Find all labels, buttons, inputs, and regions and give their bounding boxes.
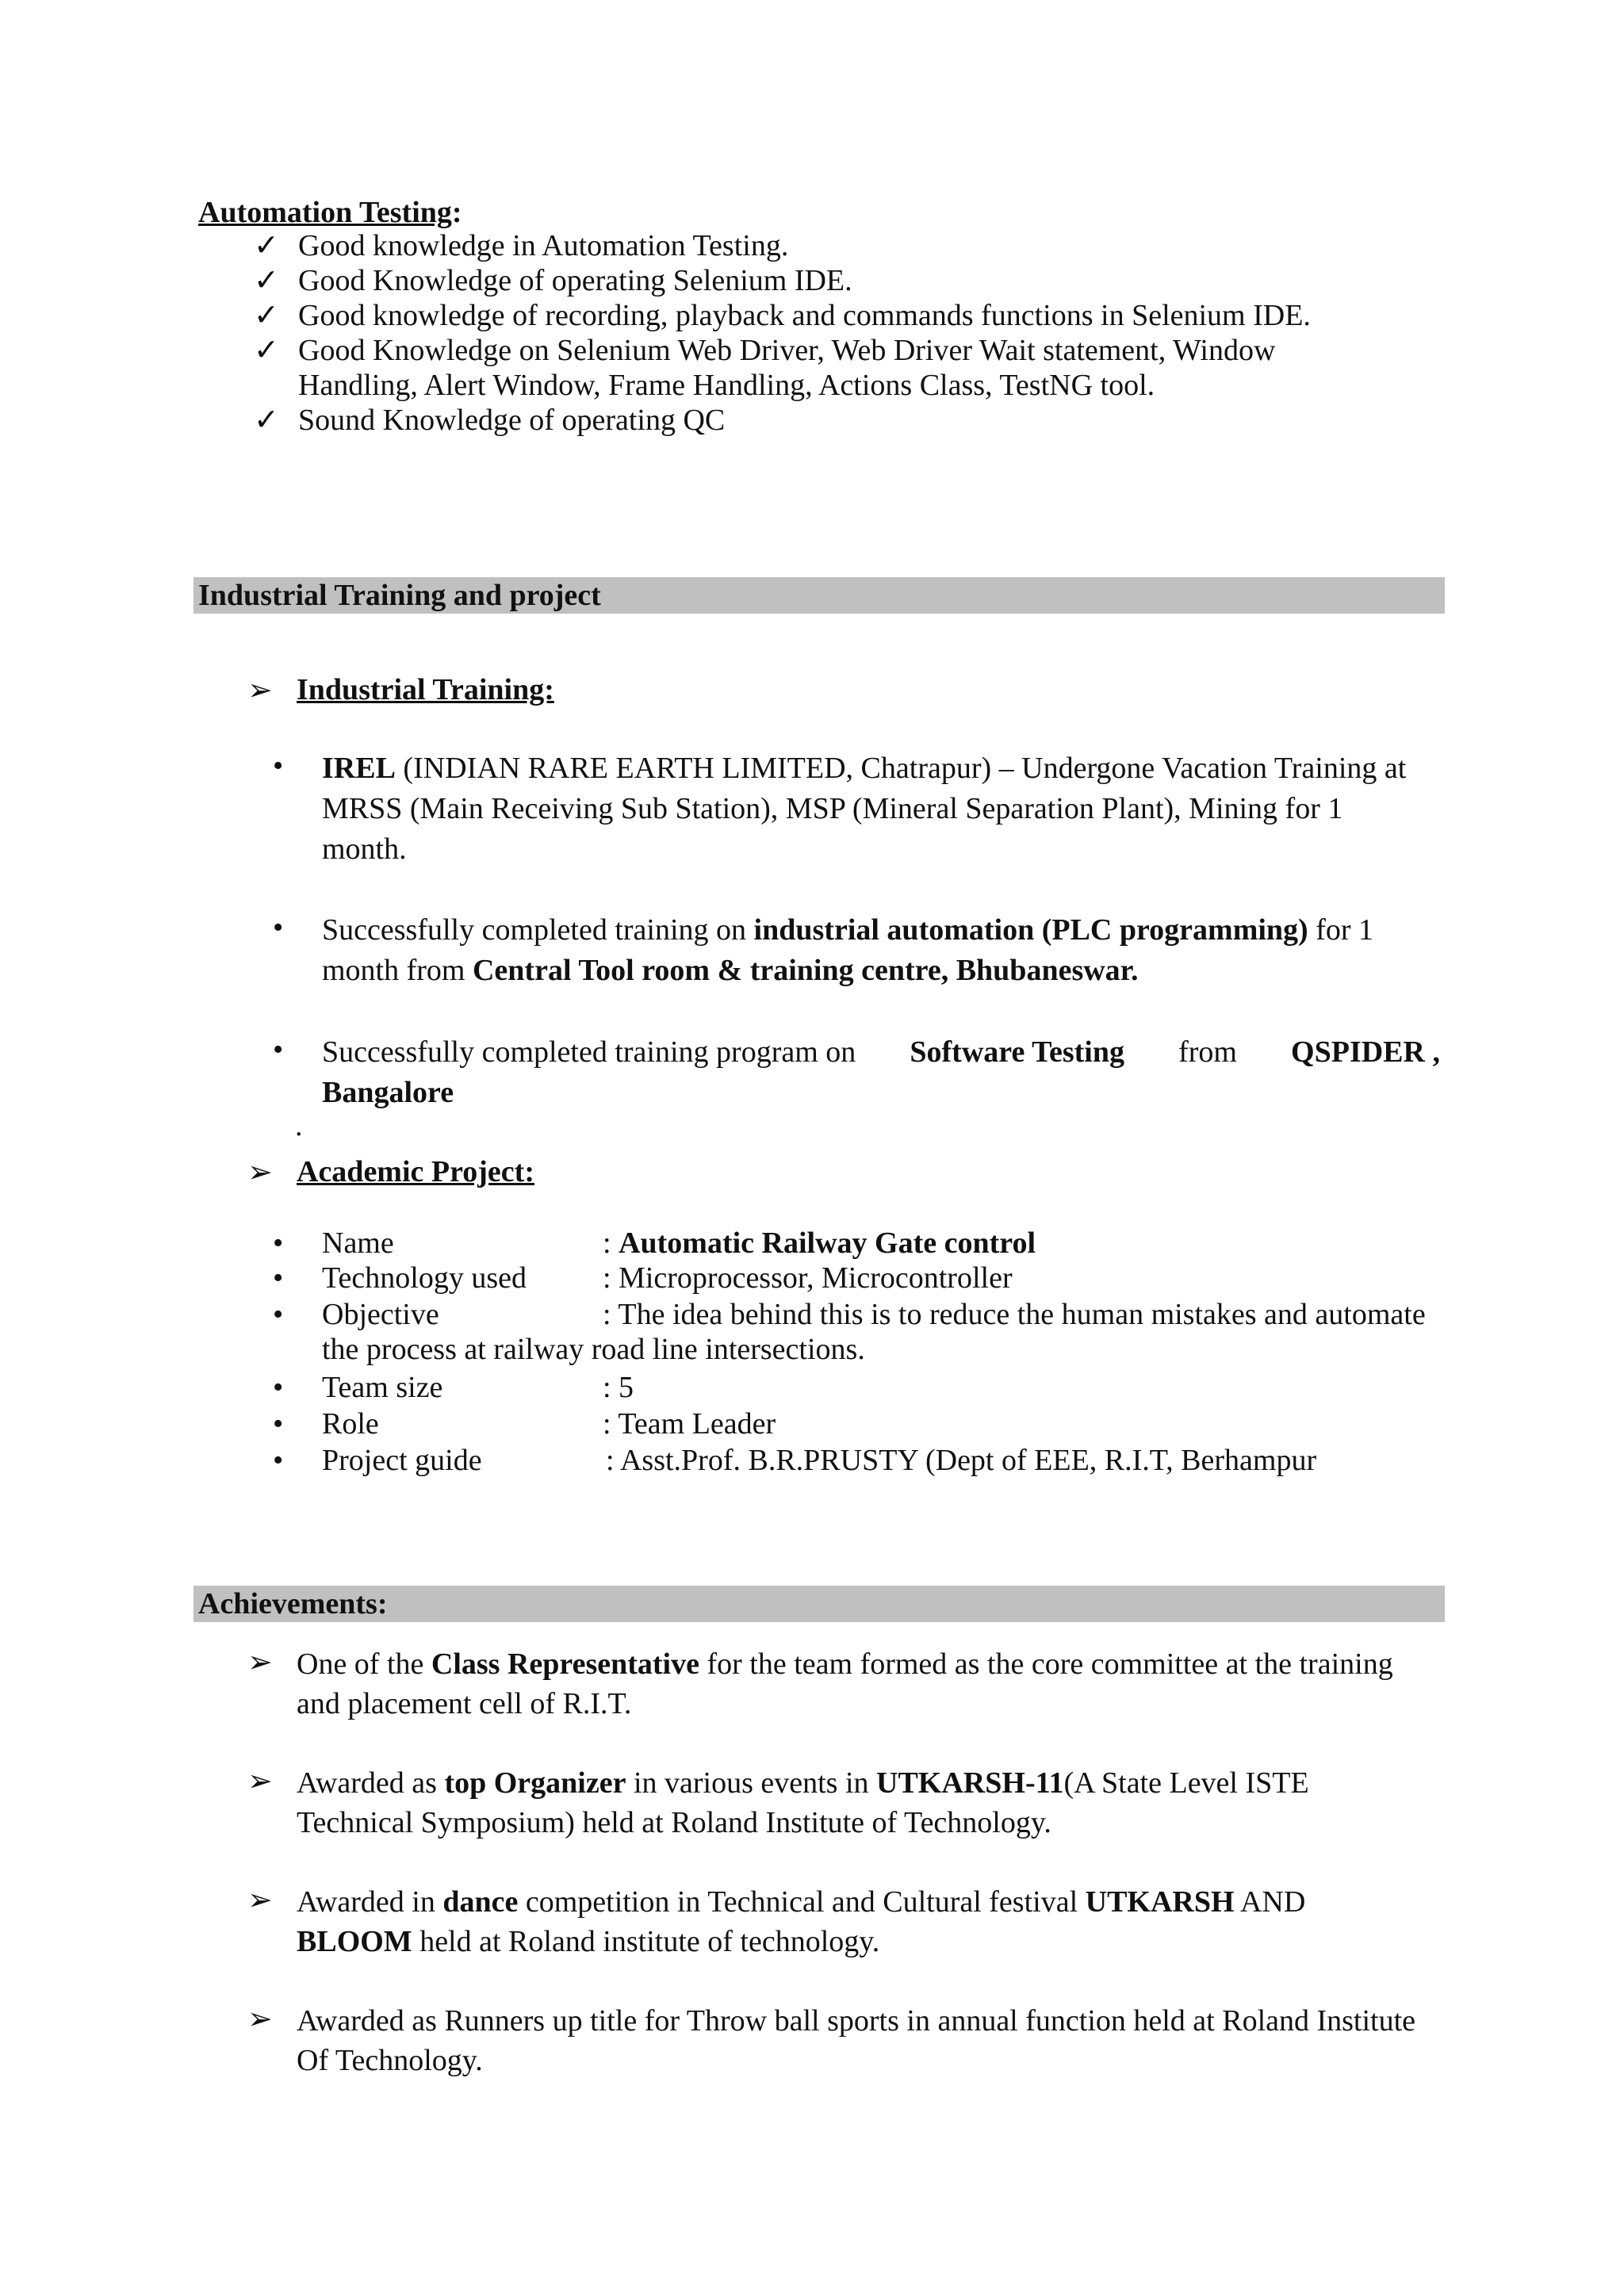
bullet-icon: • [273, 749, 284, 783]
qspider-bold-2: QSPIDER , [1291, 1035, 1440, 1069]
automation-item-text: Good knowledge of recording, playback and commands functions in Selenium IDE. [298, 299, 1311, 332]
plc-text: Successfully completed training on [322, 913, 754, 947]
arrow-bullet-icon: ➢ [247, 1884, 273, 1917]
section-title: Industrial Training and project [198, 579, 601, 612]
plc-bold-2: Central Tool room & training centre, Bhubaneswar. [472, 954, 1139, 987]
arrow-bullet-icon: ➢ [247, 1646, 273, 1679]
achievement-bold: Class Representative [431, 1647, 699, 1681]
achievement-bold: top Organizer [444, 1766, 626, 1800]
achievement-text-3: AND [1234, 1885, 1306, 1919]
automation-item-text: Good Knowledge on Selenium Web Driver, Web Driver Wait statement, Window [298, 334, 1276, 367]
training-item-plc [322, 910, 1440, 991]
arrow-bullet-icon: ➢ [247, 1156, 273, 1189]
arrow-bullet-icon: ➢ [247, 674, 273, 707]
project-role-value: : Team Leader [603, 1407, 776, 1441]
arrow-bullet-icon: ➢ [247, 1765, 273, 1798]
project-name-label: Name [322, 1226, 394, 1260]
achievement-bold: dance [442, 1885, 519, 1919]
irel-line3: month. [322, 832, 407, 866]
achievement-bold-3: BLOOM [297, 1925, 412, 1958]
automation-item [254, 298, 1472, 333]
project-team-label: Team size [322, 1371, 443, 1404]
project-name-value [603, 1226, 1036, 1261]
bullet-icon: • [273, 1226, 284, 1260]
arrow-bullet-icon: ➢ [247, 2003, 273, 2036]
automation-item-text-cont: Handling, Alert Window, Frame Handling, Actions Class, TestNG tool. [298, 369, 1155, 402]
automation-heading-colon: : [451, 196, 462, 229]
project-guide-label: Project guide [322, 1444, 482, 1477]
automation-heading-text: Automation Testing [198, 196, 452, 229]
section-achievements [193, 1586, 1445, 1622]
checkmark-icon: ✓ [254, 229, 279, 262]
achievement-text-2: for the team formed as the core committee at the training [699, 1647, 1393, 1681]
project-tech-label: Technology used [322, 1261, 527, 1295]
achievement-text-4: held at Roland institute of technology. [412, 1925, 880, 1958]
achievement-text: One of the [297, 1647, 431, 1681]
automation-heading [198, 195, 462, 230]
checkmark-icon: ✓ [254, 299, 279, 332]
bullet-icon: • [273, 1033, 284, 1066]
qspider-text: Successfully completed training program on [322, 1035, 856, 1069]
qspider-bold: Software Testing [910, 1035, 1124, 1069]
achievement-text-2: in various events in [626, 1766, 877, 1800]
bullet-icon: • [273, 1298, 284, 1331]
qspider-bold-3: Bangalore [322, 1076, 454, 1109]
automation-item-text: Good Knowledge of operating Selenium IDE. [298, 264, 852, 297]
project-name-bold: Automatic Railway Gate control [619, 1226, 1036, 1260]
automation-item [254, 263, 1472, 298]
achievement-item [297, 2001, 1462, 2080]
achievement-text: Awarded as [297, 1766, 445, 1800]
project-guide-value: : Asst.Prof. B.R.PRUSTY (Dept of EEE, R.I.T, Berhampur [606, 1444, 1317, 1477]
bullet-icon: • [273, 1261, 284, 1295]
achievement-text: Awarded in [297, 1885, 443, 1919]
automation-item [254, 228, 1472, 263]
project-tech-value: : Microprocessor, Microcontroller [603, 1261, 1013, 1295]
automation-item-text: Good knowledge in Automation Testing. [298, 229, 789, 262]
achievement-item [297, 1644, 1446, 1724]
plc-bold: industrial automation (PLC programming) [753, 913, 1308, 947]
project-objective-value: : The idea behind this is to reduce the human mistakes and automate [603, 1298, 1426, 1331]
automation-item [254, 403, 1472, 438]
project-objective-label: Objective [322, 1298, 439, 1331]
achievement-text-3: and placement cell of R.I.T. [297, 1687, 632, 1720]
achievement-item [297, 1763, 1446, 1843]
achievement-text-2: competition in Technical and Cultural festival [518, 1885, 1086, 1919]
checkmark-icon: ✓ [254, 404, 279, 437]
irel-bold: IREL [322, 752, 396, 785]
qspider-text-2: from [1178, 1035, 1237, 1069]
automation-item-text: Sound Knowledge of operating QC [298, 404, 726, 437]
checkmark-icon: ✓ [254, 334, 279, 367]
achievement-text: Awarded as Runners up title for Throw ball sports in annual function held at Roland Institute [297, 2004, 1416, 2038]
automation-item [254, 333, 1472, 403]
section-title: Achievements: [198, 1587, 388, 1621]
bullet-icon: • [273, 1444, 284, 1477]
achievement-text-2: Of Technology. [297, 2044, 483, 2077]
stray-dot: . [295, 1109, 303, 1142]
achievement-item [297, 1882, 1446, 1961]
project-objective-cont: the process at railway road line intersections. [322, 1333, 865, 1366]
irel-line1: (INDIAN RARE EARTH LIMITED, Chatrapur) – Undergone Vacation Training at [395, 752, 1407, 785]
section-industrial-training [193, 577, 1445, 614]
achievement-text-3: (A State Level ISTE [1063, 1766, 1309, 1800]
achievement-bold-2: UTKARSH [1085, 1885, 1235, 1919]
bullet-icon: • [273, 1371, 284, 1404]
subheading-text: Industrial Training: [297, 673, 554, 706]
training-item-qspider [322, 1032, 1440, 1113]
project-team-value: : 5 [603, 1371, 634, 1404]
bullet-icon: • [273, 911, 284, 944]
plc-text-3: month from [322, 954, 473, 987]
project-name-colon: : [603, 1226, 619, 1260]
subheading-text: Academic Project: [297, 1155, 534, 1188]
plc-text-2: for 1 [1308, 913, 1374, 947]
achievement-text-4: Technical Symposium) held at Roland Institute of Technology. [297, 1806, 1051, 1839]
project-role-label: Role [322, 1407, 379, 1441]
checkmark-icon: ✓ [254, 264, 279, 297]
training-item-irel [322, 748, 1440, 870]
bullet-icon: • [273, 1407, 284, 1441]
qspider-line1 [322, 1032, 1440, 1073]
achievement-bold-2: UTKARSH-11 [876, 1766, 1064, 1800]
irel-line2: MRSS (Main Receiving Sub Station), MSP (Mineral Separation Plant), Mining for 1 [322, 792, 1343, 825]
